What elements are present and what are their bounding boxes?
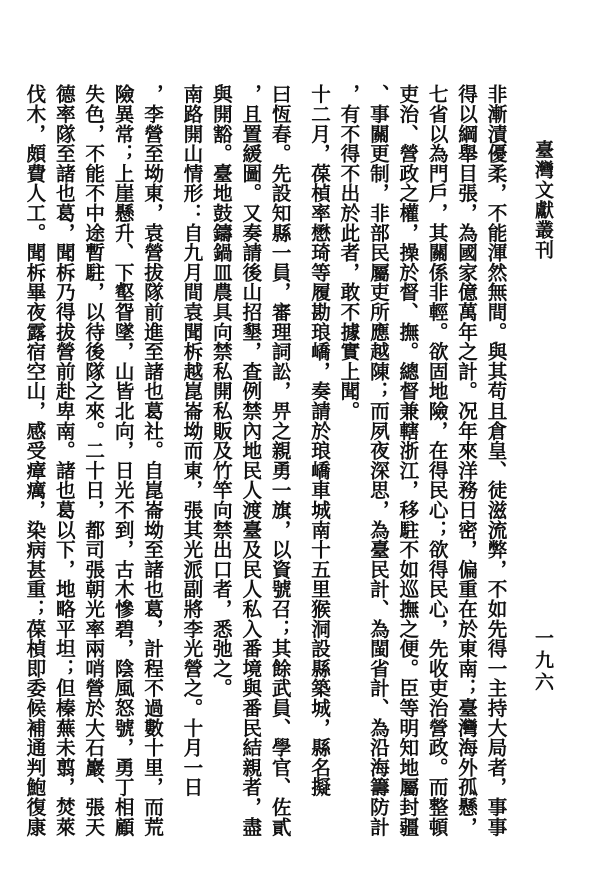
body-text (20, 84, 511, 844)
text-column-11: 南路開山情形：自九月間袁聞柝越崑崙坳而東，張其光派副將李光營之。十月一日 (179, 84, 203, 797)
text-column-5: 、事關更制，非部民屬吏所應越陳；而夙夜深思，為臺民計、為閩省計、為沿海籌防計 (366, 84, 390, 837)
series-title: 臺灣文獻叢刊 (532, 140, 554, 260)
text-column-7: 十二月，葆楨率懋琦等履勘琅嶠，奏請於琅嶠車城南十五里猴洞設縣築城，縣名擬 (307, 84, 331, 797)
text-column-14: 失色，不能不中途暫駐，以待後隊之來。二十日，都司張朝光率兩哨營於大石巖、張天 (81, 84, 105, 837)
text-column-8: 曰恆春。先設知縣一員，審理詞訟，畀之親勇一旗，以資號召；其餘武員、學官、佐貳 (268, 84, 292, 837)
text-column-9: ，且置緩圖。又奏請後山招墾，查例禁內地民人渡臺及民人私入番境與番民結親者，盡 (238, 84, 262, 837)
text-column-13: 險異常；上崖懸升、下壑眢墜，山皆北向，日光不到，古木慘碧，陰風怒號，勇丁相顧 (111, 84, 135, 837)
text-column-6: ，有不得不出於此者，敢不據實上聞。 (336, 84, 360, 421)
text-column-16: 伐木，頗費人工。聞柝畢夜露宿空山，感受瘴癘，染病甚重；葆楨即委候補通判鮑復康 (22, 84, 46, 837)
text-column-4: 吏治、營政之權，操於督、撫。總督兼轄浙江，移駐不如巡撫之便。臣等明知地屬封疆 (395, 84, 419, 837)
text-column-1: 非漸漬優柔，不能渾然無間。與其苟且倉皇、徒滋流弊，不如先得一主持大局者，事事 (484, 84, 507, 837)
text-column-10: 與開豁。臺地鼓鑄鍋皿農具向禁私開私販及竹竿向禁出口者，悉弛之。 (209, 84, 233, 698)
text-column-12: ，李營至坳東，袁營拔隊前進至諸也葛社。自崑崙坳至諸也葛，計程不過數十里，而荒 (140, 84, 164, 837)
text-column-15: 德率隊至諸也葛，聞柝乃得拔營前赴卑南。諸也葛以下，地略平坦；但榛蕪未翦，焚萊 (52, 84, 76, 837)
text-column-2: 得以綱舉目張，為國家億萬年之計。况年來洋務日密，偏重在於東南；臺灣海外孤懸， (454, 84, 478, 837)
text-column-3: 七省以為門戶，其關係非輕。欲固地險，在得民心；欲得民心，先收吏治營政。而整頓 (425, 84, 449, 837)
page-number: 一九六 (532, 628, 554, 694)
